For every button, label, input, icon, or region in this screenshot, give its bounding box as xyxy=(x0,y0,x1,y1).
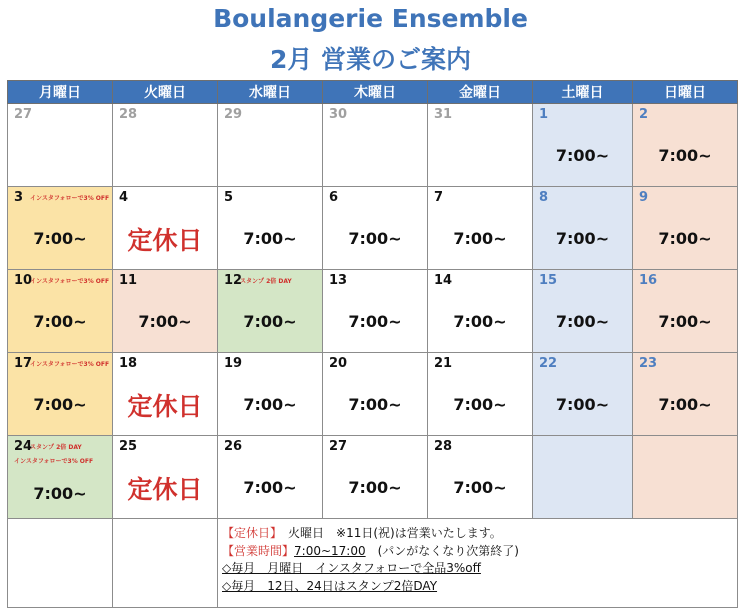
header-friday: 金曜日 xyxy=(428,81,533,104)
page-subtitle: 2月 営業のご案内 xyxy=(269,45,472,74)
day-cell xyxy=(428,270,533,353)
opening-time: 7:00~ xyxy=(243,229,297,248)
day-number: 8 xyxy=(539,190,549,205)
opening-time: 7:00~ xyxy=(33,229,87,248)
opening-time: 7:00~ xyxy=(348,395,402,414)
header-tuesday: 火曜日 xyxy=(113,81,218,104)
weekday-header-row xyxy=(8,81,738,104)
week-row xyxy=(8,270,738,353)
calendar-body xyxy=(8,104,738,519)
promo-note: インスタフォローで3% OFF xyxy=(30,195,110,202)
promo-note: インスタフォローで3% OFF xyxy=(30,361,110,368)
hours-note: (パンがなくなり次第終了) xyxy=(365,543,519,558)
hours-value: 7:00~17:00 xyxy=(294,543,366,558)
day-number: 5 xyxy=(224,190,234,205)
opening-time: 7:00~ xyxy=(243,312,297,331)
day-number: 15 xyxy=(539,273,558,288)
opening-time: 7:00~ xyxy=(243,395,297,414)
opening-time: 7:00~ xyxy=(658,312,712,331)
day-number: 11 xyxy=(119,273,138,288)
day-cell xyxy=(8,104,113,187)
promo-note-secondary: インスタフォローで3% OFF xyxy=(14,458,94,465)
day-cell xyxy=(428,104,533,187)
day-cell xyxy=(218,436,323,519)
footer-instagram-line: ◇毎月 月曜日 インスタフォローで全品3%off xyxy=(222,561,481,575)
day-number: 27 xyxy=(14,107,33,122)
day-cell xyxy=(428,436,533,519)
day-cell xyxy=(633,436,738,519)
day-cell xyxy=(323,353,428,436)
day-number: 23 xyxy=(639,356,658,371)
day-cell xyxy=(113,436,218,519)
opening-time: 7:00~ xyxy=(33,312,87,331)
week-row xyxy=(8,104,738,187)
week-row xyxy=(8,436,738,519)
header-thursday: 木曜日 xyxy=(323,81,428,104)
opening-time: 7:00~ xyxy=(555,395,610,414)
day-cell xyxy=(8,436,113,519)
opening-time: 7:00~ xyxy=(555,146,610,165)
opening-time: 7:00~ xyxy=(453,229,507,248)
opening-time: 7:00~ xyxy=(453,312,507,331)
closed-day-label: 定休日 xyxy=(127,226,203,255)
opening-time: 7:00~ xyxy=(453,395,507,414)
footer-info-cell xyxy=(218,519,738,608)
closed-day-label: 定休日 xyxy=(127,392,203,421)
footer-stamp-line: ◇毎月 12日、24日はスタンプ2倍DAY xyxy=(222,578,438,593)
opening-time: 7:00~ xyxy=(453,478,507,497)
opening-time: 7:00~ xyxy=(348,478,402,497)
day-number: 4 xyxy=(119,190,129,205)
footer-row xyxy=(8,519,738,608)
day-cell xyxy=(633,270,738,353)
week-row xyxy=(8,353,738,436)
opening-time: 7:00~ xyxy=(555,312,610,331)
opening-time: 7:00~ xyxy=(138,312,192,331)
promo-note: スタンプ 2倍 DAY xyxy=(240,278,292,285)
day-cell xyxy=(533,187,633,270)
day-number: 13 xyxy=(329,273,348,288)
day-cell xyxy=(8,270,113,353)
day-cell xyxy=(323,270,428,353)
header-wednesday: 水曜日 xyxy=(218,81,323,104)
footer-closed-line xyxy=(222,525,519,543)
opening-time: 7:00~ xyxy=(658,395,712,414)
header-sunday: 日曜日 xyxy=(633,81,738,104)
calendar-table xyxy=(7,80,738,608)
page-title: Boulangerie Ensemble xyxy=(213,4,528,33)
day-number: 31 xyxy=(434,107,453,122)
day-cell xyxy=(428,187,533,270)
day-number: 25 xyxy=(119,439,138,454)
footer-hours-line xyxy=(222,543,519,561)
day-number: 24 xyxy=(14,439,33,454)
day-cell xyxy=(533,104,633,187)
day-cell xyxy=(218,104,323,187)
opening-time: 7:00~ xyxy=(348,229,402,248)
opening-time: 7:00~ xyxy=(348,312,402,331)
day-number: 21 xyxy=(434,356,453,371)
promo-note: スタンプ 2倍 DAY xyxy=(30,444,82,451)
footer-empty-cell xyxy=(113,519,218,608)
day-number: 12 xyxy=(224,273,243,288)
day-cell xyxy=(113,270,218,353)
day-cell xyxy=(8,353,113,436)
day-cell xyxy=(533,353,633,436)
closed-day-text: 火曜日 ※11日(祝)は営業いたします。 xyxy=(276,526,502,540)
day-cell xyxy=(323,104,428,187)
day-number: 20 xyxy=(329,356,348,371)
day-cell xyxy=(218,270,323,353)
day-cell xyxy=(113,187,218,270)
day-number: 18 xyxy=(119,356,138,371)
opening-time: 7:00~ xyxy=(33,484,87,503)
day-number: 1 xyxy=(539,107,549,122)
closed-day-label: 定休日 xyxy=(127,475,203,504)
day-number: 9 xyxy=(639,190,649,205)
day-cell xyxy=(533,436,633,519)
day-cell xyxy=(633,353,738,436)
day-number: 2 xyxy=(639,107,649,122)
day-cell xyxy=(323,436,428,519)
day-number: 19 xyxy=(224,356,243,371)
day-number: 14 xyxy=(434,273,453,288)
day-cell xyxy=(428,353,533,436)
day-number: 28 xyxy=(119,107,138,122)
day-cell xyxy=(533,270,633,353)
day-number: 3 xyxy=(14,190,24,205)
day-cell xyxy=(323,187,428,270)
day-cell xyxy=(113,353,218,436)
opening-time: 7:00~ xyxy=(243,478,297,497)
day-cell xyxy=(633,187,738,270)
header-saturday: 土曜日 xyxy=(533,81,633,104)
day-number: 27 xyxy=(329,439,348,454)
day-number: 29 xyxy=(224,107,243,122)
closed-day-label: 【定休日】 xyxy=(222,526,277,540)
footer-empty-cell xyxy=(8,519,113,608)
header-monday: 月曜日 xyxy=(8,81,113,104)
opening-time: 7:00~ xyxy=(658,146,712,165)
week-row xyxy=(8,187,738,270)
day-number: 26 xyxy=(224,439,243,454)
footer-info xyxy=(222,525,519,595)
day-cell xyxy=(218,187,323,270)
opening-time: 7:00~ xyxy=(555,229,610,248)
day-cell xyxy=(633,104,738,187)
day-cell xyxy=(8,187,113,270)
day-number: 7 xyxy=(434,190,444,205)
day-cell xyxy=(113,104,218,187)
day-number: 16 xyxy=(639,273,658,288)
day-number: 30 xyxy=(329,107,348,122)
day-number: 28 xyxy=(434,439,453,454)
day-number: 6 xyxy=(329,190,339,205)
promo-note: インスタフォローで3% OFF xyxy=(30,278,110,285)
day-number: 17 xyxy=(14,356,33,371)
opening-time: 7:00~ xyxy=(33,395,87,414)
day-number: 10 xyxy=(14,273,33,288)
day-cell xyxy=(218,353,323,436)
hours-label: 【営業時間】 xyxy=(222,543,295,558)
opening-time: 7:00~ xyxy=(658,229,712,248)
day-number: 22 xyxy=(539,356,558,371)
